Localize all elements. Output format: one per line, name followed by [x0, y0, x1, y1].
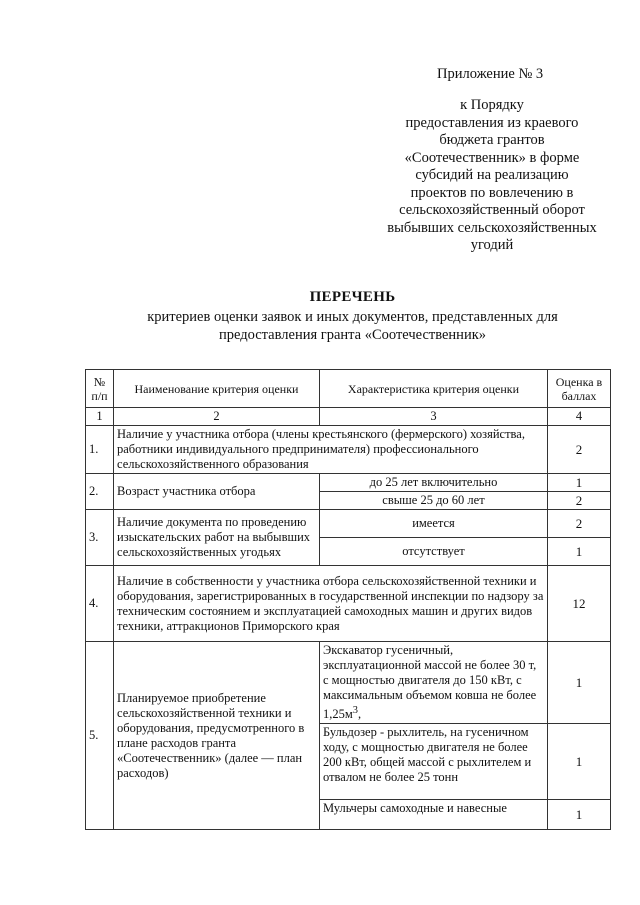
- criterion-option: Мульчеры самоходные и навесные: [320, 800, 548, 830]
- annex-subtitle-line: «Соотечественник» в форме: [404, 149, 580, 166]
- row-number: 5.: [86, 642, 114, 830]
- annex-title: Приложение № 3: [437, 66, 544, 82]
- header-desc: Характеристика критерия оценки: [320, 370, 548, 408]
- annex-subtitle-line: субсидий на реализацию: [415, 167, 569, 183]
- column-number-row: [86, 408, 611, 426]
- annex-subtitle-line: выбывших сельскохозяйственных: [387, 219, 597, 236]
- column-number: 3: [320, 408, 548, 426]
- criterion-option: имеется: [320, 510, 548, 538]
- criterion-name: Наличие в собственности у участника отбора сельскохозяйственной техники и оборудования, зарегистрированных в государственной инспекции по надзору за техническим состоянием и эксплуатацией самоходных машин и других видов техники, аттракционов Приморского края: [114, 566, 548, 642]
- criterion-score: 1: [548, 724, 611, 800]
- criterion-score: 2: [548, 510, 611, 538]
- criterion-option: Бульдозер - рыхлитель, на гусеничном ходу, с мощностью двигателя не более 200 кВт, общей массой с рыхлителем и отвалом не более 25 тонн: [320, 724, 548, 800]
- criterion-option: отсутствует: [320, 538, 548, 566]
- annex-subtitle-line: проектов по вовлечению в: [410, 184, 574, 201]
- document-subtitle-line: предоставления гранта «Соотечественник»: [218, 327, 486, 343]
- criterion-option: до 25 лет включительно: [320, 474, 548, 492]
- table-header-row: [86, 370, 611, 408]
- table-row: [86, 426, 611, 474]
- table-row: [86, 510, 611, 538]
- column-number: 2: [114, 408, 320, 426]
- table-row: [86, 474, 611, 492]
- criterion-score: 1: [548, 800, 611, 830]
- criterion-name: Планируемое приобретение сельскохозяйственной техники и оборудования, предусмотренного в плане расходов гранта «Соотечественник» (далее — план расходов): [114, 642, 320, 830]
- unit-text: м: [344, 707, 353, 722]
- unit-superscript: 3: [352, 705, 358, 716]
- criterion-score: 1: [548, 538, 611, 566]
- column-number: 1: [86, 408, 114, 426]
- row-number: 2.: [86, 474, 114, 510]
- criterion-name: Наличие у участника отбора (члены крестьянского (фермерского) хозяйства, работники индивидуального предпринимателя) профессионального сельскохозяйственного образования: [114, 426, 548, 474]
- criterion-option: свыше 25 до 60 лет: [320, 492, 548, 510]
- criterion-score: 1: [548, 474, 611, 492]
- header-score: Оценка в баллах: [548, 370, 611, 408]
- criterion-score: 2: [548, 492, 611, 510]
- row-number: 3.: [86, 510, 114, 566]
- header-name: Наименование критерия оценки: [114, 370, 320, 408]
- document-heading: ПЕРЕЧЕНЬ: [309, 289, 396, 305]
- annex-subtitle-line: к Порядку: [460, 97, 524, 113]
- table-row: [86, 566, 611, 642]
- criterion-score: 2: [548, 426, 611, 474]
- row-number: 1.: [86, 426, 114, 474]
- document-subtitle: [80, 308, 625, 344]
- column-number: 4: [548, 408, 611, 426]
- annex-subtitle-line: бюджета грантов: [439, 132, 545, 148]
- criteria-table: [85, 369, 611, 830]
- document-subtitle-line: критериев оценки заявок и иных документов, представленных для: [147, 309, 558, 325]
- annex-subtitle-line: сельскохозяйственный оборот: [399, 202, 585, 218]
- annex-subtitle-line: предоставления из краевого: [405, 114, 579, 131]
- header-num: № п/п: [86, 370, 114, 408]
- criterion-option-text: Экскаватор гусеничный, эксплуатационной массой не более 30 т, с мощностью двигателя до 150 кВт, с максимальным объемом ковша не более 1,25: [323, 643, 537, 722]
- criterion-score: 1: [548, 642, 611, 724]
- criterion-name: Наличие документа по проведению изыскательских работ на выбывших сельскохозяйственных угодьях: [114, 510, 320, 566]
- criterion-score: 12: [548, 566, 611, 642]
- criterion-option: [320, 642, 548, 724]
- criterion-name: Возраст участника отбора: [114, 474, 320, 510]
- row-number: 4.: [86, 566, 114, 642]
- annex-subtitle-line: угодий: [470, 237, 514, 253]
- option-suffix: ,: [358, 707, 362, 722]
- table-row: [86, 642, 611, 724]
- annex-subtitle: [372, 97, 612, 255]
